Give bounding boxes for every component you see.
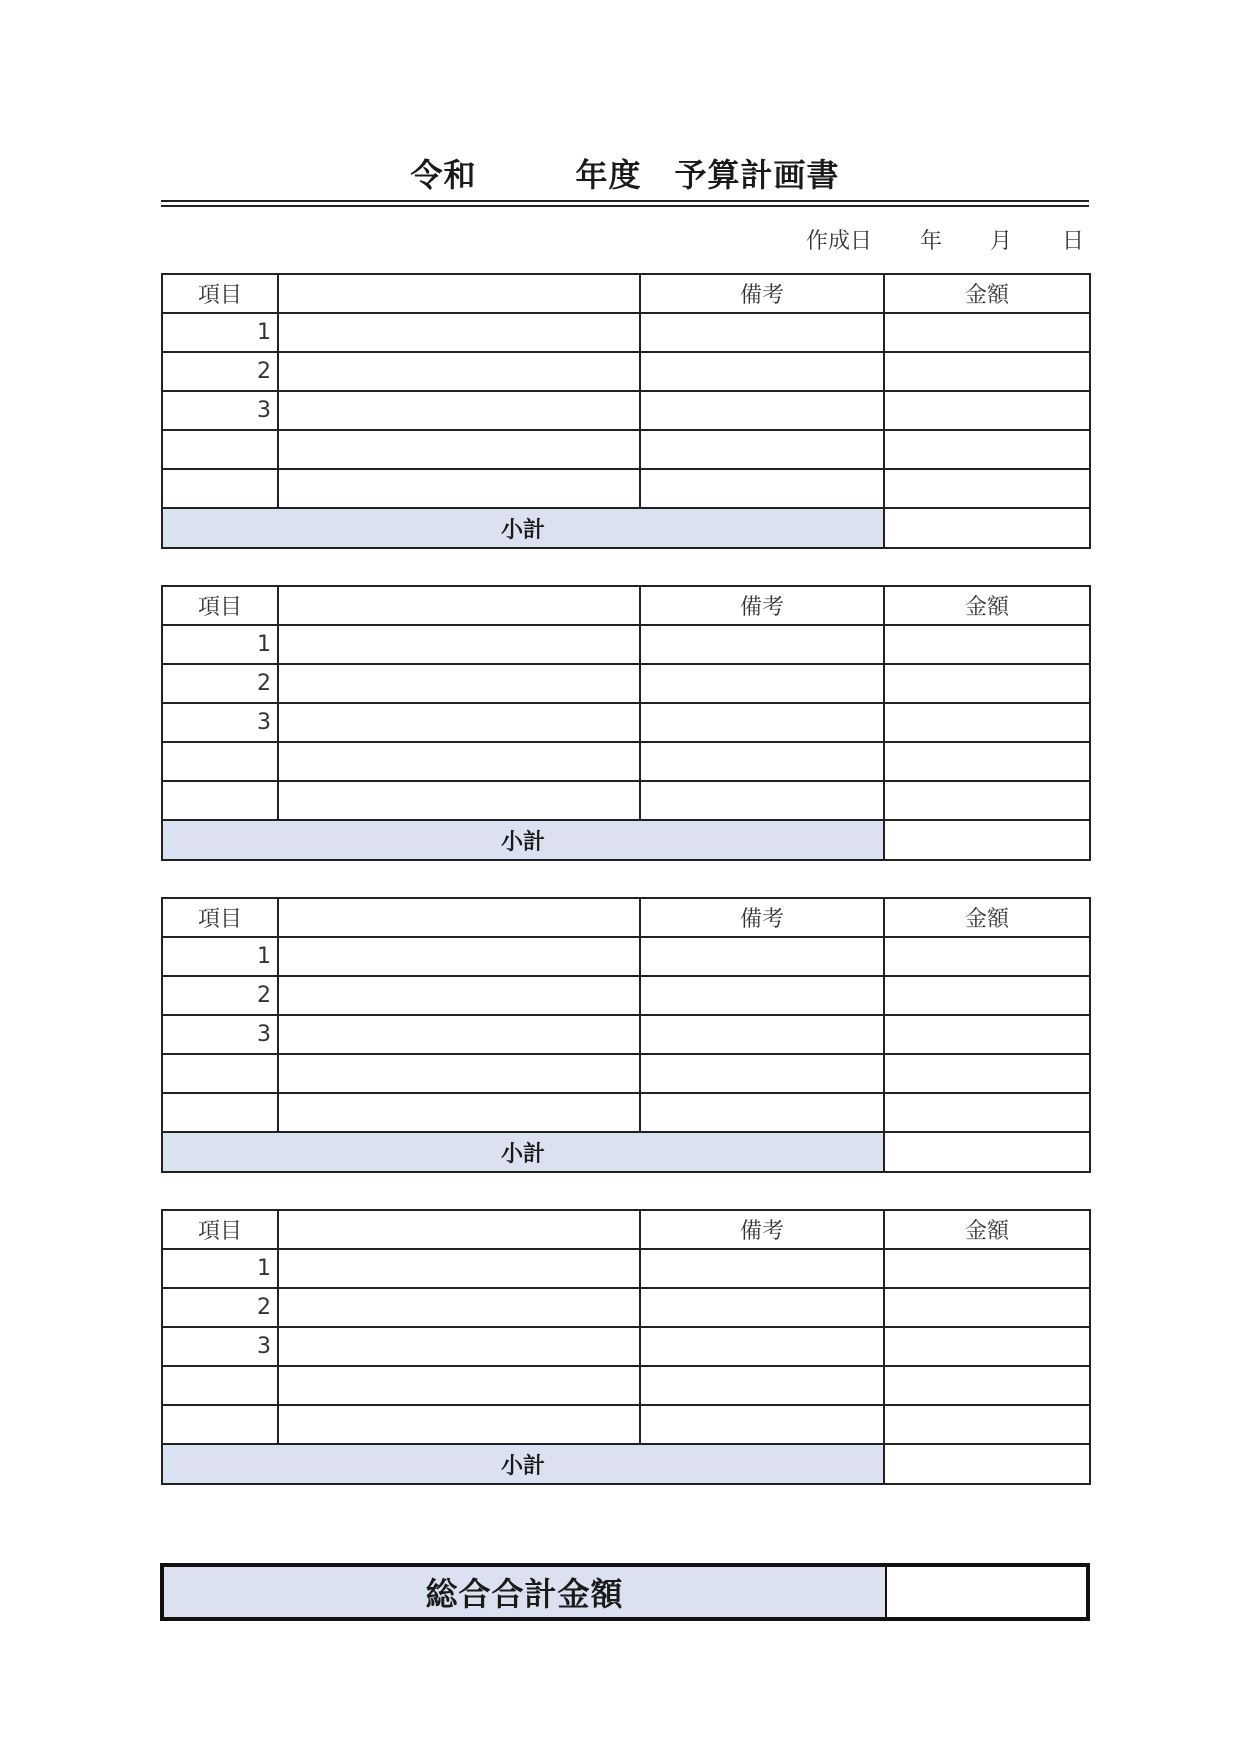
- item-header: 項目: [162, 1210, 278, 1249]
- table-row: [162, 430, 1090, 469]
- note-cell[interactable]: [640, 742, 884, 781]
- table-row: [162, 1288, 1090, 1327]
- item-name-cell[interactable]: [278, 391, 640, 430]
- creation-date-label: 作成日: [806, 229, 873, 254]
- row-number: [162, 1093, 278, 1132]
- item-name-cell[interactable]: [278, 1015, 640, 1054]
- name-header: [278, 898, 640, 937]
- note-cell[interactable]: [640, 1327, 884, 1366]
- table-row: [162, 1405, 1090, 1444]
- item-name-cell[interactable]: [278, 1093, 640, 1132]
- table-row: [162, 469, 1090, 508]
- note-cell[interactable]: [640, 1015, 884, 1054]
- amount-cell[interactable]: [884, 703, 1090, 742]
- note-cell[interactable]: [640, 1366, 884, 1405]
- row-number: [162, 1054, 278, 1093]
- table-row: [162, 313, 1090, 352]
- table-row: [162, 1249, 1090, 1288]
- subtotal-label: 小計: [162, 820, 884, 860]
- item-name-cell[interactable]: [278, 1405, 640, 1444]
- note-cell[interactable]: [640, 430, 884, 469]
- item-name-cell[interactable]: [278, 742, 640, 781]
- row-number: [162, 781, 278, 820]
- grand-total-row: [162, 1565, 1088, 1619]
- name-header: [278, 274, 640, 313]
- title-double-rule-bottom: [161, 205, 1089, 207]
- subtotal-row: [162, 1132, 1090, 1172]
- amount-cell[interactable]: [884, 976, 1090, 1015]
- note-cell[interactable]: [640, 1288, 884, 1327]
- item-header: 項目: [162, 586, 278, 625]
- subtotal-row: [162, 820, 1090, 860]
- subtotal-value[interactable]: [884, 1132, 1090, 1172]
- table-row: [162, 1015, 1090, 1054]
- table-row: [162, 976, 1090, 1015]
- note-cell[interactable]: [640, 313, 884, 352]
- table-row: [162, 1093, 1090, 1132]
- row-number: 3: [162, 391, 278, 430]
- amount-cell[interactable]: [884, 1288, 1090, 1327]
- item-header: 項目: [162, 898, 278, 937]
- section-header-row: [162, 898, 1090, 937]
- table-row: [162, 391, 1090, 430]
- note-header: 備考: [640, 898, 884, 937]
- item-name-cell[interactable]: [278, 703, 640, 742]
- subtotal-value[interactable]: [884, 508, 1090, 548]
- table-row: [162, 1327, 1090, 1366]
- item-name-cell[interactable]: [278, 976, 640, 1015]
- title-double-rule-top: [161, 200, 1089, 202]
- amount-cell[interactable]: [884, 313, 1090, 352]
- row-number: 3: [162, 703, 278, 742]
- subtotal-label: 小計: [162, 1132, 884, 1172]
- amount-cell[interactable]: [884, 1366, 1090, 1405]
- row-number: [162, 1405, 278, 1444]
- amount-cell[interactable]: [884, 1405, 1090, 1444]
- subtotal-value[interactable]: [884, 820, 1090, 860]
- row-number: 2: [162, 1288, 278, 1327]
- table-row: [162, 625, 1090, 664]
- table-row: [162, 742, 1090, 781]
- budget-section-4: [161, 1209, 1091, 1485]
- item-name-cell[interactable]: [278, 1249, 640, 1288]
- row-number: 3: [162, 1015, 278, 1054]
- amount-cell[interactable]: [884, 781, 1090, 820]
- row-number: 1: [162, 937, 278, 976]
- table-row: [162, 703, 1090, 742]
- row-number: 1: [162, 1249, 278, 1288]
- row-number: 2: [162, 664, 278, 703]
- amount-cell[interactable]: [884, 625, 1090, 664]
- note-header: 備考: [640, 1210, 884, 1249]
- amount-cell[interactable]: [884, 391, 1090, 430]
- name-header: [278, 586, 640, 625]
- note-cell[interactable]: [640, 703, 884, 742]
- grand-total-value[interactable]: [886, 1565, 1088, 1619]
- amount-cell[interactable]: [884, 937, 1090, 976]
- row-number: [162, 742, 278, 781]
- amount-cell[interactable]: [884, 1249, 1090, 1288]
- amount-cell[interactable]: [884, 1093, 1090, 1132]
- item-name-cell[interactable]: [278, 1288, 640, 1327]
- row-number: [162, 1366, 278, 1405]
- item-name-cell[interactable]: [278, 625, 640, 664]
- amount-cell[interactable]: [884, 1015, 1090, 1054]
- table-row: [162, 1366, 1090, 1405]
- subtotal-row: [162, 508, 1090, 548]
- grand-total-label: 総合合計金額: [162, 1565, 886, 1619]
- budget-section-2: [161, 585, 1091, 861]
- note-cell[interactable]: [640, 937, 884, 976]
- amount-cell[interactable]: [884, 430, 1090, 469]
- item-name-cell[interactable]: [278, 1327, 640, 1366]
- item-header: 項目: [162, 274, 278, 313]
- document-title: 令和 年度 予算計画書: [410, 156, 840, 194]
- item-name-cell[interactable]: [278, 352, 640, 391]
- amount-cell[interactable]: [884, 664, 1090, 703]
- table-row: [162, 352, 1090, 391]
- note-cell[interactable]: [640, 1093, 884, 1132]
- item-name-cell[interactable]: [278, 937, 640, 976]
- year-label: 年: [920, 229, 943, 254]
- section-header-row: [162, 586, 1090, 625]
- row-number: 3: [162, 1327, 278, 1366]
- table-row: [162, 781, 1090, 820]
- name-header: [278, 1210, 640, 1249]
- grand-total-table: [160, 1563, 1090, 1621]
- day-label: 日: [1062, 229, 1085, 254]
- note-cell[interactable]: [640, 469, 884, 508]
- item-name-cell[interactable]: [278, 664, 640, 703]
- amount-header: 金額: [884, 898, 1090, 937]
- note-header: 備考: [640, 586, 884, 625]
- row-number: 2: [162, 352, 278, 391]
- table-row: [162, 937, 1090, 976]
- subtotal-value[interactable]: [884, 1444, 1090, 1484]
- section-header-row: [162, 274, 1090, 313]
- note-cell[interactable]: [640, 781, 884, 820]
- row-number: 2: [162, 976, 278, 1015]
- item-name-cell[interactable]: [278, 313, 640, 352]
- row-number: 1: [162, 625, 278, 664]
- subtotal-label: 小計: [162, 508, 884, 548]
- budget-section-3: [161, 897, 1091, 1173]
- creation-date-line: [760, 224, 1090, 254]
- subtotal-label: 小計: [162, 1444, 884, 1484]
- item-name-cell[interactable]: [278, 469, 640, 508]
- amount-header: 金額: [884, 1210, 1090, 1249]
- amount-header: 金額: [884, 274, 1090, 313]
- row-number: [162, 469, 278, 508]
- item-name-cell[interactable]: [278, 430, 640, 469]
- note-cell[interactable]: [640, 1405, 884, 1444]
- amount-header: 金額: [884, 586, 1090, 625]
- note-cell[interactable]: [640, 352, 884, 391]
- note-cell[interactable]: [640, 391, 884, 430]
- note-cell[interactable]: [640, 1054, 884, 1093]
- row-number: [162, 430, 278, 469]
- item-name-cell[interactable]: [278, 1054, 640, 1093]
- item-name-cell[interactable]: [278, 1366, 640, 1405]
- amount-cell[interactable]: [884, 742, 1090, 781]
- amount-cell[interactable]: [884, 352, 1090, 391]
- amount-cell[interactable]: [884, 469, 1090, 508]
- note-header: 備考: [640, 274, 884, 313]
- budget-section-1: [161, 273, 1091, 549]
- note-cell[interactable]: [640, 1249, 884, 1288]
- table-row: [162, 664, 1090, 703]
- subtotal-row: [162, 1444, 1090, 1484]
- row-number: 1: [162, 313, 278, 352]
- note-cell[interactable]: [640, 976, 884, 1015]
- item-name-cell[interactable]: [278, 781, 640, 820]
- amount-cell[interactable]: [884, 1054, 1090, 1093]
- month-label: 月: [990, 229, 1013, 254]
- table-row: [162, 1054, 1090, 1093]
- amount-cell[interactable]: [884, 1327, 1090, 1366]
- section-header-row: [162, 1210, 1090, 1249]
- note-cell[interactable]: [640, 625, 884, 664]
- note-cell[interactable]: [640, 664, 884, 703]
